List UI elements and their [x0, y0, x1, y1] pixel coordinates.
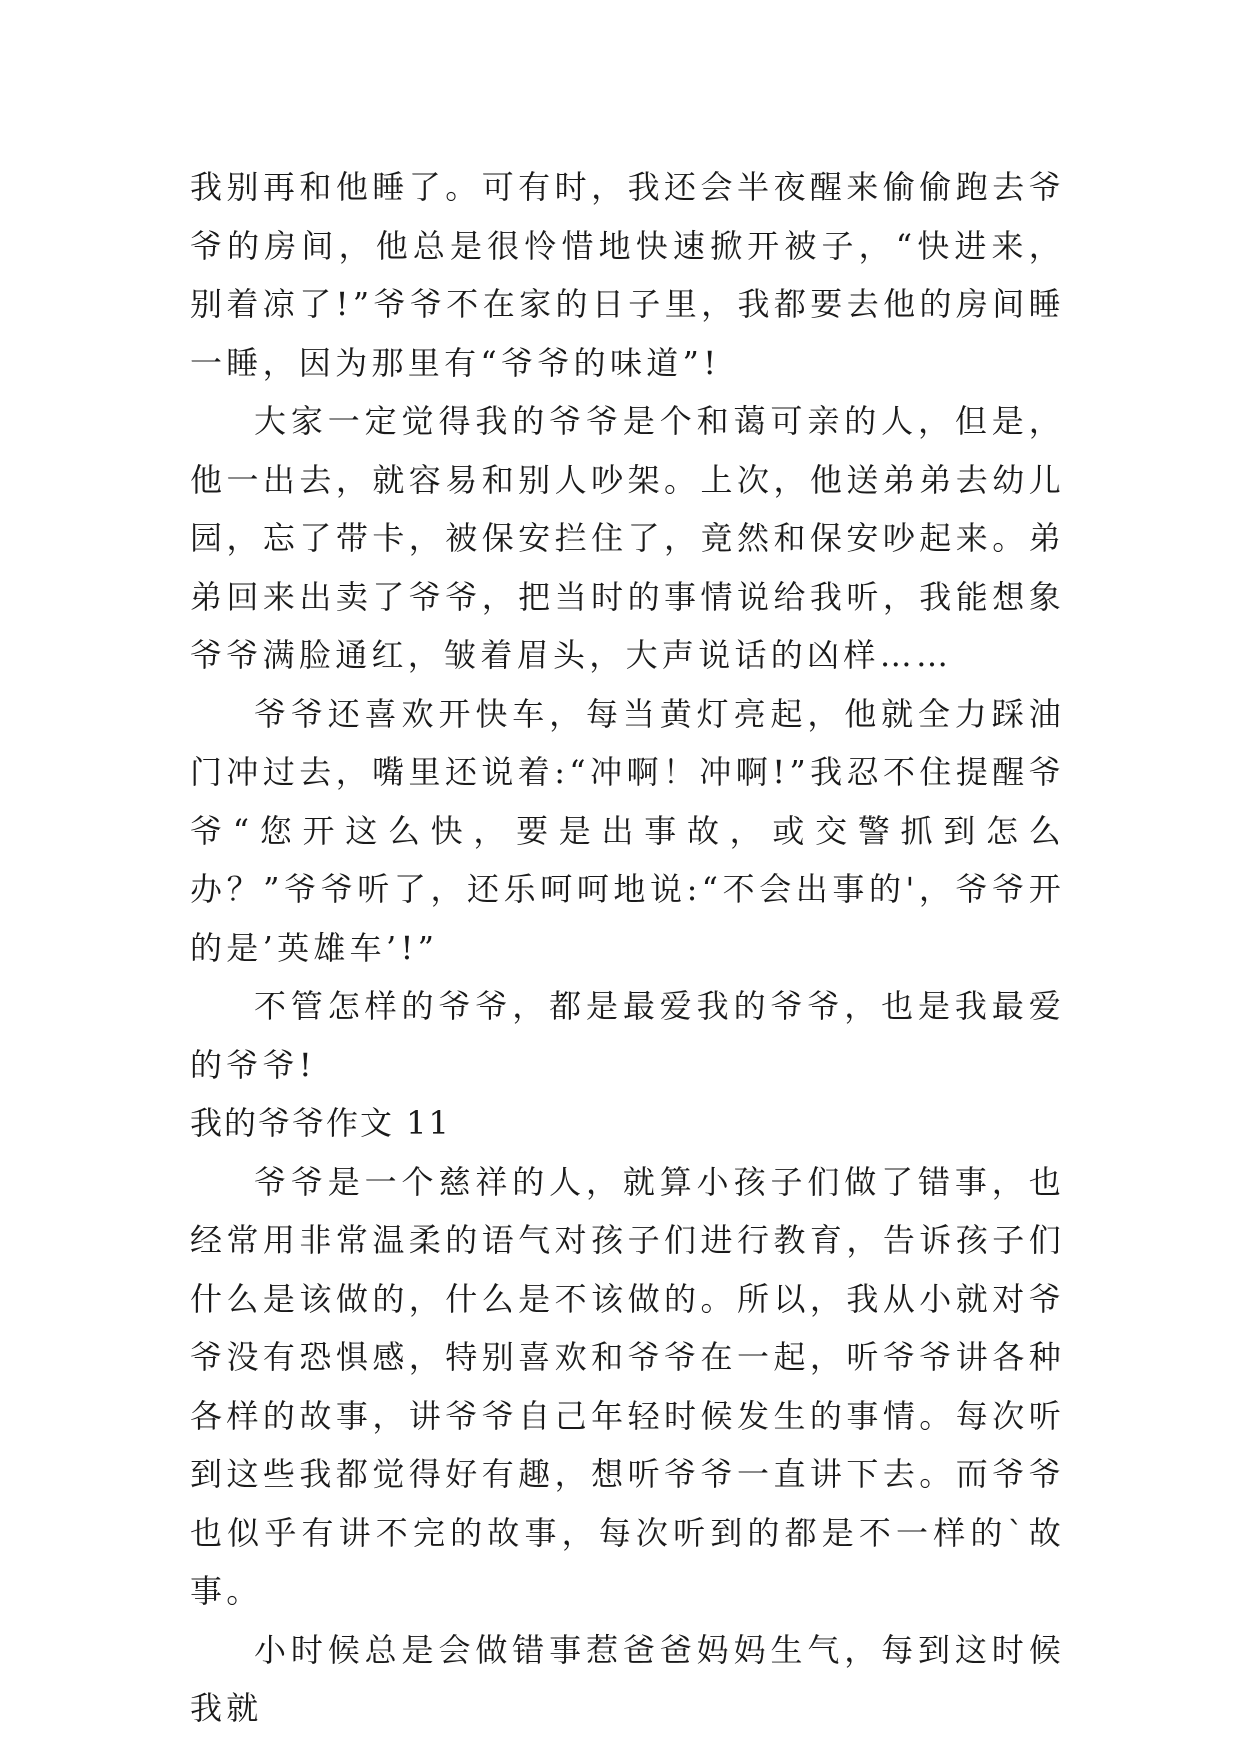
- paragraph: 大家一定觉得我的爷爷是个和蔼可亲的人，但是，他一出去，就容易和别人吵架。上次，他送弟弟去幼儿园，忘了带卡，被保安拦住了，竟然和保安吵起来。弟弟回来出卖了爷爷，把当时的事情说给我听，我能想象爷爷满脸通红，皱着眉头，大声说话的凶样……: [190, 402, 1065, 674]
- paragraph-continued: 我别再和他睡了。可有时，我还会半夜醒来偷偷跑去爷爷的房间，他总是很怜惜地快速掀开被子，“快进来，别着凉了!”爷爷不在家的日子里，我都要去他的房间睡一睡，因为那里有“爷爷的味道”!: [190, 168, 1065, 382]
- paragraph: 小时候总是会做错事惹爸爸妈妈生气，每到这时候我就: [190, 1630, 1065, 1727]
- paragraph: 爷爷是一个慈祥的人，就算小孩子们做了错事，也经常用非常温柔的语气对孩子们进行教育，告诉孩子们什么是该做的，什么是不该做的。所以，我从小就对爷爷没有恐惧感，特别喜欢和爷爷在一起，听爷爷讲各种各样的故事，讲爷爷自己年轻时候发生的事情。每次听到这些我都觉得好有趣，想听爷爷一直讲下去。而爷爷也似乎有讲不完的故事，每次听到的都是不一样的`故事。: [190, 1162, 1065, 1610]
- section-heading: 我的爷爷作文 11: [190, 1104, 451, 1142]
- paragraph: 爷爷还喜欢开快车，每当黄灯亮起，他就全力踩油门冲过去，嘴里还说着:“冲啊！冲啊!”我忍不住提醒爷爷“您开这么快，要是出事故，或交警抓到怎么办？”爷爷听了，还乐呵呵地说:“不会出事的'，爷爷开的是’英雄车’!”: [190, 694, 1065, 967]
- document-body: [190, 158, 1065, 1738]
- paragraph: 不管怎样的爷爷，都是最爱我的爷爷，也是我最爱的爷爷!: [190, 987, 1065, 1084]
